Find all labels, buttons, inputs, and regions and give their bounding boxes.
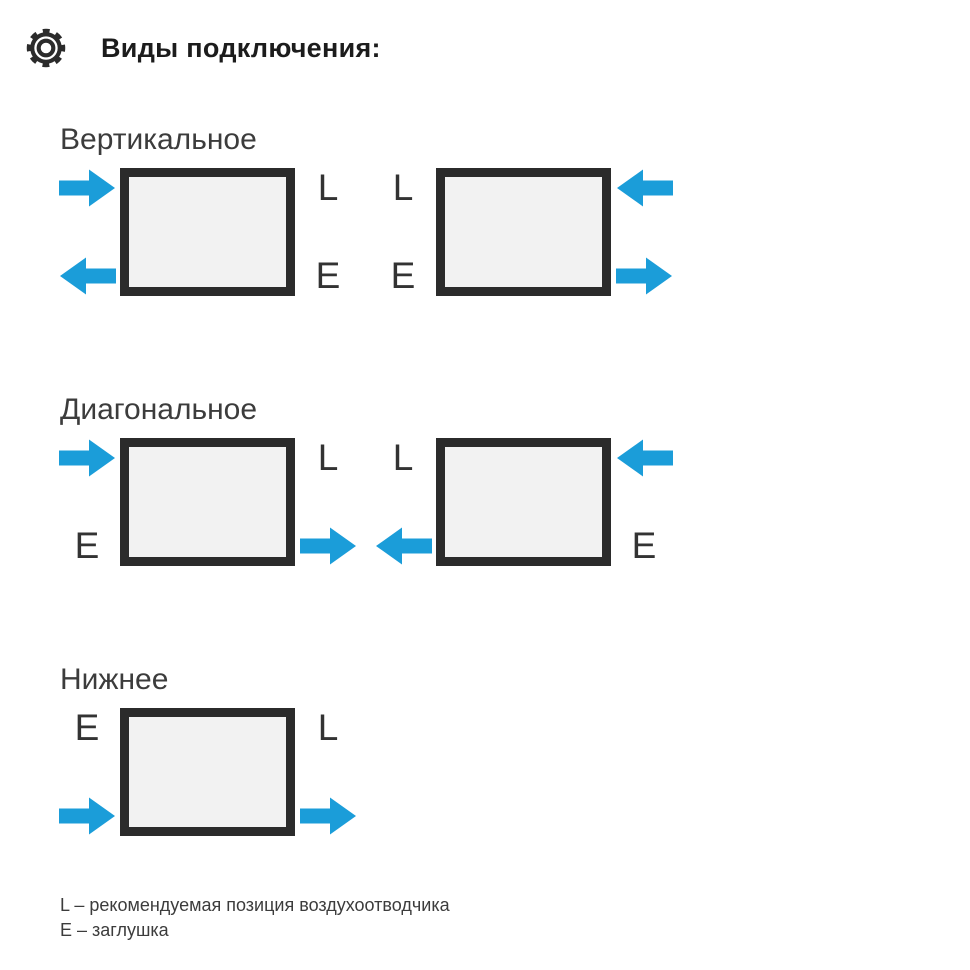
port-label-e: E xyxy=(631,525,657,566)
flow-arrow-right-icon xyxy=(297,796,359,836)
diagram-row xyxy=(56,438,675,566)
radiator-box xyxy=(436,438,611,566)
radiator-unit xyxy=(372,168,675,296)
flow-arrow-right-icon xyxy=(297,526,359,566)
port-label-l: L xyxy=(392,437,414,478)
left-port-column xyxy=(372,168,434,296)
port-label-e: E xyxy=(390,255,416,296)
right-port-column xyxy=(297,708,359,836)
radiator-unit xyxy=(56,168,359,296)
left-port-column xyxy=(56,708,118,836)
radiator-box xyxy=(120,168,295,296)
radiator-box xyxy=(436,168,611,296)
left-port-column xyxy=(56,168,118,296)
legend-line-e: E – заглушка xyxy=(60,920,169,940)
section-title: Нижнее xyxy=(60,663,169,696)
right-port-column xyxy=(297,438,359,566)
flow-arrow-right-icon xyxy=(613,256,675,296)
port-label-e: E xyxy=(74,707,100,748)
legend xyxy=(60,893,450,943)
right-port-column xyxy=(613,438,675,566)
gear-icon xyxy=(24,26,68,70)
legend-line-l: L – рекомендуемая позиция воздухоотводчика xyxy=(60,895,450,915)
port-label-e: E xyxy=(315,255,341,296)
radiator-box xyxy=(120,708,295,836)
section-vertical xyxy=(0,122,675,296)
section-bottom xyxy=(0,662,359,836)
header xyxy=(24,26,381,70)
right-port-column xyxy=(297,168,359,296)
flow-arrow-right-icon xyxy=(56,438,118,478)
flow-arrow-right-icon xyxy=(56,796,118,836)
radiator-unit xyxy=(56,708,359,836)
port-label-l: L xyxy=(392,167,414,208)
port-label-l: L xyxy=(317,437,339,478)
port-label-l: L xyxy=(317,707,339,748)
page-title: Виды подключения: xyxy=(101,32,381,63)
diagram-row xyxy=(56,168,675,296)
flow-arrow-right-icon xyxy=(56,168,118,208)
diagram-row xyxy=(56,708,359,836)
section-title: Вертикальное xyxy=(60,123,257,156)
section-diagonal xyxy=(0,392,675,566)
radiator-box xyxy=(120,438,295,566)
flow-arrow-left-icon xyxy=(372,526,434,566)
port-label-e: E xyxy=(74,525,100,566)
left-port-column xyxy=(56,438,118,566)
radiator-unit xyxy=(372,438,675,566)
left-port-column xyxy=(372,438,434,566)
section-title: Диагональное xyxy=(60,393,258,426)
radiator-unit xyxy=(56,438,359,566)
flow-arrow-left-icon xyxy=(613,438,675,478)
flow-arrow-left-icon xyxy=(613,168,675,208)
right-port-column xyxy=(613,168,675,296)
port-label-l: L xyxy=(317,167,339,208)
flow-arrow-left-icon xyxy=(56,256,118,296)
